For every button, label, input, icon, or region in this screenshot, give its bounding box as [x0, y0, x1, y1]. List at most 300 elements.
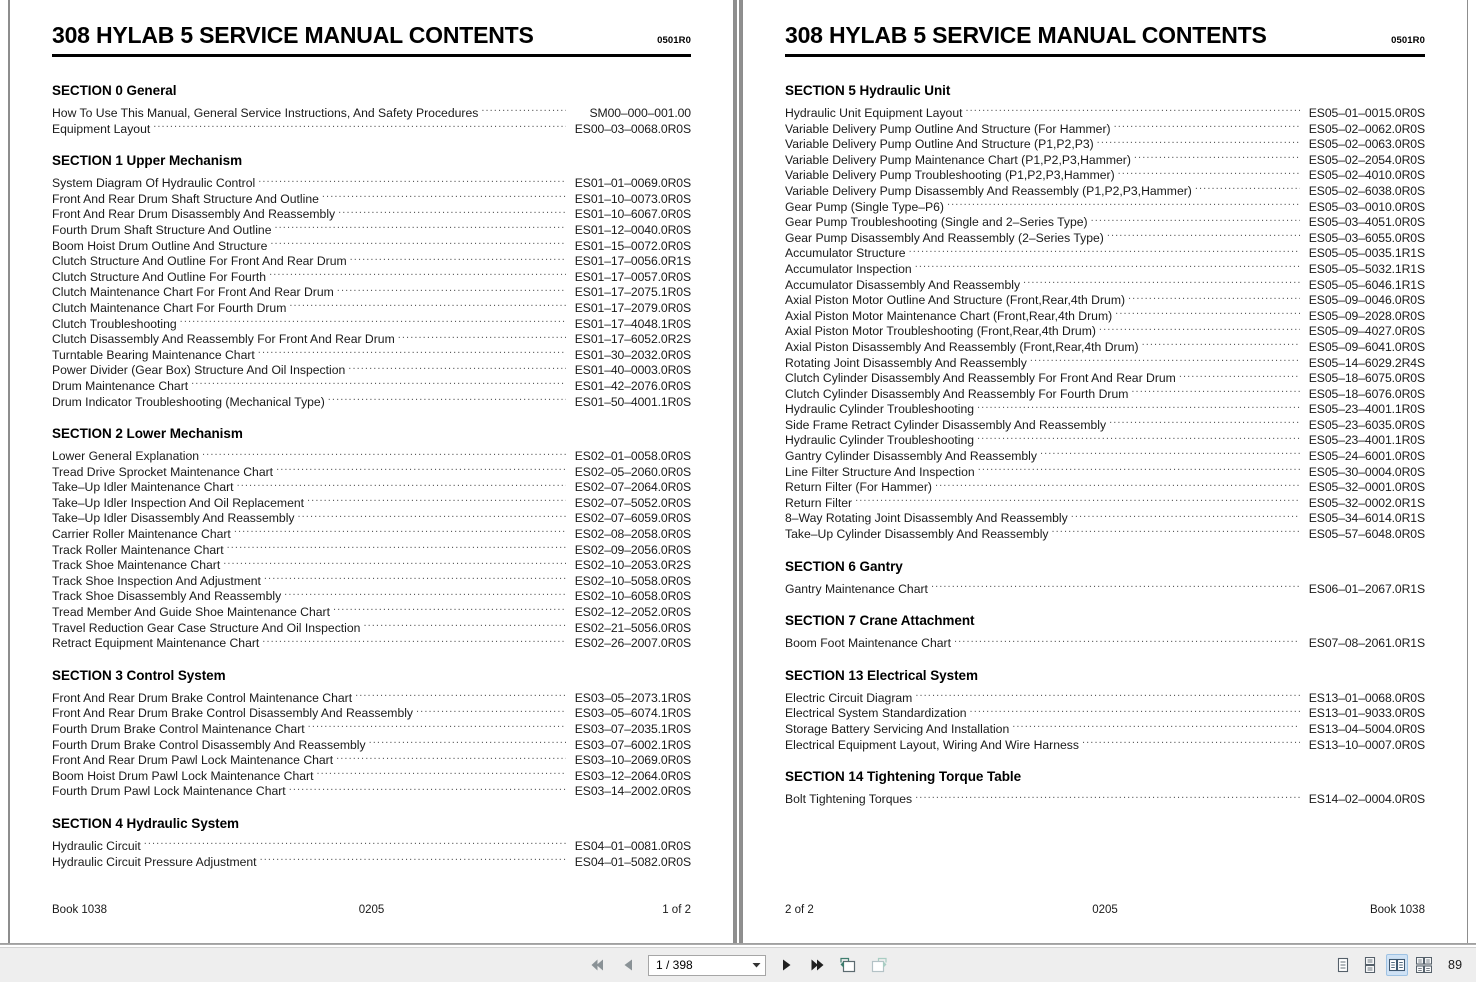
document-page-right [742, 0, 1468, 945]
toc-entry[interactable] [52, 510, 691, 526]
toc-entry-title: Accumulator Disassembly And Reassembly [785, 277, 1021, 292]
toc-entry[interactable] [52, 526, 691, 542]
toc-section-heading: SECTION 4 Hydraulic System [52, 815, 240, 831]
toc-leader-dots [338, 206, 566, 218]
toc-entry-code: ES02–10–5058.0R0S [574, 573, 691, 588]
toc-leader-dots [1052, 526, 1301, 538]
toc-entry[interactable] [52, 378, 691, 394]
toc-entry-title: Electric Circuit Diagram [785, 690, 913, 705]
toc-entry[interactable] [785, 479, 1425, 495]
go-back-button[interactable] [837, 954, 859, 976]
toc-entry[interactable] [785, 355, 1425, 371]
toc-entry-title: Track Roller Maintenance Chart [52, 542, 224, 557]
toc-leader-dots [1071, 510, 1300, 522]
toc-entry-code: ES02–21–5056.0R0S [574, 620, 691, 635]
toc-entry[interactable] [52, 300, 691, 316]
toc-entry-title: Clutch Troubleshooting [52, 316, 177, 331]
toc-entry-code: ES02–07–2064.0R0S [574, 480, 691, 495]
toc-entry[interactable] [52, 191, 691, 207]
toc-entry[interactable] [52, 705, 691, 721]
toc-entry-title: Rotating Joint Disassembly And Reassembly [785, 355, 1027, 370]
toc-entry-title: Axial Piston Motor Troubleshooting (Front,Rear,4th Drum) [785, 324, 1096, 339]
toc-entry-title: System Diagram Of Hydraulic Control [52, 176, 256, 191]
footer-book: Book 1038 [1369, 904, 1425, 916]
page-header-left [48, 22, 695, 51]
toc-section [52, 816, 691, 869]
toc-entry-title: Axial Piston Motor Maintenance Chart (Front,Rear,4th Drum) [785, 308, 1113, 323]
toc-leader-dots [289, 783, 566, 795]
toc-entry[interactable] [785, 136, 1425, 152]
toc-entry[interactable] [52, 588, 691, 604]
toc-entry[interactable] [52, 269, 691, 285]
toc-entry[interactable] [785, 401, 1425, 417]
toc-entry-title: Gantry Maintenance Chart [785, 581, 928, 596]
toc-entry-title: Drum Maintenance Chart [52, 378, 189, 393]
toc-entry[interactable] [52, 783, 691, 799]
toc-entry-code: SM00–000–001.00 [589, 106, 691, 120]
toc-entry[interactable] [785, 432, 1425, 448]
toc-entry[interactable] [52, 495, 691, 511]
last-page-button[interactable] [806, 954, 828, 976]
toc-entry[interactable] [52, 737, 691, 753]
toc-entry-title: Fourth Drum Brake Control Maintenance Chart [52, 722, 305, 736]
toc-entry-title: Front And Rear Drum Pawl Lock Maintenance Chart [52, 753, 334, 768]
toc-entry-code: ES05–18–6076.0R0S [1308, 386, 1425, 401]
toc-leader-dots [909, 245, 1300, 257]
toc-entry-title: Front And Rear Drum Shaft Structure And Outline [52, 191, 319, 206]
toc-entry[interactable] [52, 557, 691, 573]
toc-entry[interactable] [52, 542, 691, 558]
page-footer-left [48, 904, 695, 916]
toc-entry-code: ES01–17–2075.1R0S [574, 285, 691, 300]
toc-entry[interactable] [785, 721, 1425, 737]
toc-entry-code: ES01–30–2032.0R0S [574, 347, 691, 362]
toc-leader-dots [1179, 370, 1300, 382]
toc-entry-title: Electrical Equipment Layout, Wiring And Wire Harness [785, 737, 1079, 752]
toc-leader-dots [947, 199, 1300, 211]
toc-leader-dots [1040, 448, 1300, 460]
toc-section-heading: SECTION 14 Tightening Torque Table [785, 769, 1022, 785]
toc-leader-dots [316, 768, 566, 780]
toc-entry-code: ES13–04–5004.0R0S [1308, 722, 1425, 736]
toc-entry-code: ES01–10–6067.0R0S [574, 207, 691, 222]
toc-leader-dots [289, 300, 566, 312]
toc-entry-code: ES05–23–6035.0R0S [1308, 417, 1425, 432]
toc-entry-code: ES14–02–0004.0R0S [1308, 792, 1425, 807]
two-page-facing-view-button[interactable] [1386, 954, 1408, 976]
toc-entry-title: Boom Hoist Drum Pawl Lock Maintenance Chart [52, 768, 314, 783]
toc-leader-dots [1099, 323, 1300, 335]
toc-entry[interactable] [785, 214, 1425, 230]
toc-section [785, 668, 1425, 752]
toc-leader-dots [227, 542, 566, 554]
toc-entry-code: ES01–42–2076.0R0S [574, 378, 691, 393]
toc-leader-dots [258, 347, 566, 359]
continuous-page-icon [1362, 957, 1378, 973]
footer-code: 0205 [358, 904, 385, 916]
toc-entry[interactable] [785, 448, 1425, 464]
toc-leader-dots [1114, 121, 1300, 133]
toc-leader-dots [1195, 183, 1300, 195]
toc-leader-dots [237, 479, 566, 491]
toc-entry-code: ES01–17–2079.0R0S [574, 300, 691, 315]
toc-entry[interactable] [785, 121, 1425, 137]
toc-leader-dots [966, 105, 1301, 117]
toc-entry[interactable] [52, 284, 691, 300]
toc-entry[interactable] [785, 339, 1425, 355]
toc-leader-dots [970, 705, 1300, 717]
footer-code: 0205 [1092, 904, 1118, 916]
toc-leader-dots [1097, 136, 1300, 148]
toc-entry[interactable] [52, 121, 691, 137]
toc-leader-dots [1012, 721, 1300, 733]
toc-entry[interactable] [785, 105, 1425, 121]
toc-entry-title: Clutch Cylinder Disassembly And Reassembly For Fourth Drum [785, 386, 1129, 401]
toc-entry-title: Return Filter [785, 495, 853, 510]
toc-leader-dots [416, 705, 566, 717]
toc-entry-title: Tread Drive Sprocket Maintenance Chart [52, 464, 274, 479]
skip-to-end-icon [810, 958, 825, 972]
toc-leader-dots [1023, 277, 1300, 289]
toc-section-heading: SECTION 6 Gantry [785, 558, 903, 574]
toc-entry[interactable] [785, 791, 1425, 807]
toc-entry-title: Boom Foot Maintenance Chart [785, 636, 951, 651]
toc-entry-title: Track Shoe Disassembly And Reassembly [52, 589, 282, 604]
page-number-value: 1 / 398 [656, 958, 693, 972]
toc-entry[interactable] [785, 510, 1425, 526]
toc-section [785, 769, 1425, 807]
toc-entry-title: Axial Piston Motor Outline And Structure (Front,Rear,4th Drum) [785, 293, 1126, 308]
revision-code: 0501R0 [1391, 35, 1425, 46]
toc-entry-code: ES07–08–2061.0R1S [1308, 636, 1425, 651]
toc-entry-code: ES02–07–6059.0R0S [574, 511, 691, 526]
toc-entry-code: ES05–03–0010.0R0S [1308, 199, 1425, 214]
toc-entry[interactable] [52, 206, 691, 222]
toc-entry[interactable] [52, 222, 691, 238]
toc-leader-dots [269, 269, 566, 281]
footer-page-number: 1 of 2 [662, 904, 691, 916]
toc-entry-title: Track Shoe Maintenance Chart [52, 558, 221, 573]
toc-entry[interactable] [785, 183, 1425, 199]
two-page-continuous-icon [1416, 957, 1432, 973]
toc-entry-code: ES05–09–2028.0R0S [1308, 308, 1425, 323]
toc-entry-code: ES05–03–4051.0R0S [1308, 215, 1425, 230]
toc-entry-code: ES01–50–4001.1R0S [574, 394, 691, 409]
toc-entry-code: ES05–34–6014.0R1S [1308, 511, 1425, 526]
toc-leader-dots [1131, 386, 1300, 398]
toc-leader-dots [191, 378, 566, 390]
toc-entry-title: Clutch Maintenance Chart For Fourth Drum [52, 300, 287, 315]
toc-entry[interactable] [52, 347, 691, 363]
toc-entry-title: Variable Delivery Pump Disassembly And Reassembly (P1,P2,P3,Hammer) [785, 183, 1192, 198]
previous-page-button[interactable] [617, 954, 639, 976]
toc-leader-dots [1082, 737, 1300, 749]
toc-leader-dots [363, 620, 566, 632]
toc-leader-dots [1128, 292, 1300, 304]
toc-entry-title: Boom Hoist Drum Outline And Structure [52, 238, 268, 253]
toc-entry-code: ES01–40–0003.0R0S [574, 363, 691, 378]
toc-entry[interactable] [785, 152, 1425, 168]
toc-entry[interactable] [52, 752, 691, 768]
toc-section-heading: SECTION 0 General [52, 83, 177, 98]
toc-entry-title: Front And Rear Drum Brake Control Maintenance Chart [52, 690, 353, 705]
toc-entry-code: ES01–17–4048.1R0S [574, 316, 691, 331]
toc-section-heading: SECTION 5 Hydraulic Unit [785, 83, 951, 98]
toc-entry-title: Variable Delivery Pump Maintenance Chart (P1,P2,P3,Hammer) [785, 152, 1131, 167]
toc-right [781, 57, 1429, 807]
toc-entry-code: ES04–01–5082.0R0S [574, 854, 691, 869]
toc-entry-title: Hydraulic Circuit [52, 838, 141, 853]
toc-entry[interactable] [52, 238, 691, 254]
toc-leader-dots [915, 690, 1300, 702]
toc-entry-code: ES01–15–0072.0R0S [574, 238, 691, 253]
toc-entry-title: Take–Up Idler Disassembly And Reassembly [52, 511, 295, 526]
toc-leader-dots [260, 854, 566, 866]
toc-entry[interactable] [52, 331, 691, 347]
toc-entry-code: ES02–26–2007.0R0S [574, 636, 691, 651]
toc-entry-code: ES01–17–0057.0R0S [574, 269, 691, 284]
toc-entry[interactable] [52, 394, 691, 410]
toc-entry-title: Fourth Drum Shaft Structure And Outline [52, 222, 272, 237]
page-number-input[interactable] [648, 955, 766, 976]
toc-entry-title: Fourth Drum Pawl Lock Maintenance Chart [52, 784, 286, 799]
toc-entry[interactable] [52, 635, 691, 651]
toc-entry[interactable] [785, 417, 1425, 433]
two-page-facing-icon [1389, 957, 1405, 973]
toc-entry-title: Travel Reduction Gear Case Structure And Oil Inspection [52, 620, 361, 635]
toc-leader-dots [307, 495, 566, 507]
toc-entry-title: Gear Pump Disassembly And Reassembly (2–Series Type) [785, 230, 1104, 245]
toc-entry[interactable] [785, 635, 1425, 651]
toc-entry[interactable] [785, 245, 1425, 261]
toc-entry-title: Hydraulic Circuit Pressure Adjustment [52, 854, 257, 869]
toc-entry-code: ES00–03–0068.0R0S [574, 121, 691, 136]
toc-leader-dots [1107, 230, 1300, 242]
toc-entry-code: ES02–09–2056.0R0S [574, 542, 691, 557]
toc-entry[interactable] [785, 370, 1425, 386]
single-page-view-button[interactable] [1332, 954, 1354, 976]
toc-entry[interactable] [52, 175, 691, 191]
toc-entry[interactable] [785, 495, 1425, 511]
toc-leader-dots [977, 401, 1300, 413]
zoom-level-value[interactable]: 89 [1448, 958, 1463, 972]
toc-entry[interactable] [785, 386, 1425, 402]
chevron-down-icon[interactable] [749, 956, 763, 975]
toc-entry[interactable] [52, 105, 691, 121]
view-mode-group [1332, 948, 1470, 982]
toc-leader-dots [328, 394, 566, 406]
footer-page-number: 2 of 2 [785, 904, 814, 916]
first-page-button[interactable] [586, 954, 608, 976]
toc-entry[interactable] [785, 199, 1425, 215]
toc-entry-title: Gear Pump (Single Type–P6) [785, 199, 944, 214]
toc-leader-dots [855, 495, 1300, 507]
toc-entry-code: ES03–14–2002.0R0S [574, 784, 691, 799]
toc-entry-code: ES05–02–4010.0R0S [1308, 168, 1425, 183]
toc-entry-code: ES02–12–2052.0R0S [574, 605, 691, 620]
toc-entry-title: Clutch Disassembly And Reassembly For Front And Rear Drum [52, 332, 395, 347]
toc-entry-title: Take–Up Idler Maintenance Chart [52, 480, 234, 495]
toc-entry[interactable] [785, 323, 1425, 339]
toc-entry[interactable] [785, 261, 1425, 277]
toc-entry[interactable] [52, 316, 691, 332]
toc-entry-title: Turntable Bearing Maintenance Chart [52, 347, 255, 362]
toc-entry-code: ES02–10–2053.0R2S [574, 558, 691, 573]
toc-entry[interactable] [785, 526, 1425, 542]
toc-entry-code: ES06–01–2067.0R1S [1308, 581, 1425, 596]
page-footer-right [781, 904, 1429, 916]
toc-section [785, 613, 1425, 651]
toc-entry-code: ES02–08–2058.0R0S [574, 527, 691, 542]
toc-entry[interactable] [785, 277, 1425, 293]
toc-entry[interactable] [785, 705, 1425, 721]
toc-leader-dots [348, 362, 566, 374]
toc-entry[interactable] [52, 479, 691, 495]
toc-section-heading: SECTION 1 Upper Mechanism [52, 153, 243, 169]
toc-entry-title: Hydraulic Unit Equipment Layout [785, 106, 963, 120]
toc-entry[interactable] [52, 721, 691, 737]
toc-section-heading: SECTION 7 Crane Attachment [785, 613, 975, 629]
toc-entry-title: Front And Rear Drum Disassembly And Reassembly [52, 207, 336, 222]
toc-entry-title: Return Filter (For Hammer) [785, 480, 932, 495]
page-divider [734, 0, 742, 945]
toc-entry-title: Side Frame Retract Cylinder Disassembly And Reassembly [785, 417, 1107, 432]
toc-entry[interactable] [52, 620, 691, 636]
toc-entry-code: ES05–57–6048.0R0S [1308, 527, 1425, 542]
go-forward-button[interactable] [868, 954, 890, 976]
toc-entry-code: ES13–01–0068.0R0S [1308, 690, 1425, 705]
toc-entry-title: Take–Up Cylinder Disassembly And Reassembly [785, 527, 1049, 542]
toc-entry[interactable] [785, 737, 1425, 753]
toc-entry-title: Hydraulic Cylinder Troubleshooting [785, 402, 975, 417]
toc-leader-dots [234, 526, 566, 538]
toc-leader-dots [954, 635, 1300, 647]
page-header-right [781, 22, 1429, 51]
toc-entry[interactable] [52, 573, 691, 589]
continuous-view-button[interactable] [1359, 954, 1381, 976]
toc-entry[interactable] [785, 167, 1425, 183]
toc-section-heading: SECTION 13 Electrical System [785, 667, 978, 683]
toc-entry-code: ES02–07–5052.0R0S [574, 495, 691, 510]
toc-leader-dots [223, 557, 566, 569]
toc-leader-dots [1142, 339, 1300, 351]
toc-entry-code: ES05–02–0062.0R0S [1308, 121, 1425, 136]
toc-entry[interactable] [785, 581, 1425, 597]
toc-entry-title: Clutch Structure And Outline For Fourth [52, 269, 267, 284]
toc-entry[interactable] [785, 308, 1425, 324]
toc-entry[interactable] [785, 230, 1425, 246]
next-page-button[interactable] [775, 954, 797, 976]
toc-entry[interactable] [52, 464, 691, 480]
toc-entry-code: ES03–05–6074.1R0S [574, 706, 691, 721]
toc-entry-title: Accumulator Inspection [785, 261, 912, 276]
toc-section [52, 83, 691, 136]
toc-entry-code: ES02–10–6058.0R0S [574, 589, 691, 604]
toc-leader-dots [977, 432, 1300, 444]
toc-entry-code: ES01–17–6052.0R2S [574, 332, 691, 347]
toc-entry-code: ES05–09–6041.0R0S [1308, 339, 1425, 354]
two-page-continuous-view-button[interactable] [1413, 954, 1435, 976]
toc-entry[interactable] [52, 854, 691, 870]
toc-entry-code: ES01–17–0056.0R1S [574, 254, 691, 269]
toc-entry-title: Bolt Tightening Torques [785, 792, 913, 807]
toc-section [52, 153, 691, 409]
toc-leader-dots [1030, 355, 1300, 367]
toc-leader-dots [481, 105, 566, 117]
toc-entry[interactable] [52, 362, 691, 378]
toc-leader-dots [308, 721, 566, 733]
toc-entry[interactable] [52, 448, 691, 464]
toc-leader-dots [262, 635, 566, 647]
page-navigation-group [0, 948, 1476, 982]
toc-entry[interactable] [52, 838, 691, 854]
toc-entry-code: ES04–01–0081.0R0S [574, 838, 691, 853]
toc-entry-code: ES03–10–2069.0R0S [574, 753, 691, 768]
navigate-forward-icon [870, 957, 888, 973]
bottom-toolbar [0, 947, 1476, 982]
document-page-left [8, 0, 734, 945]
toc-entry-title: Retract Equipment Maintenance Chart [52, 636, 260, 651]
toc-entry-code: ES05–18–6075.0R0S [1308, 371, 1425, 386]
toc-leader-dots [202, 448, 566, 460]
toc-leader-dots [322, 191, 566, 203]
toc-leader-dots [935, 479, 1300, 491]
toc-entry-title: Track Shoe Inspection And Adjustment [52, 573, 261, 588]
toc-entry-title: Accumulator Structure [785, 246, 906, 261]
toc-entry-code: ES01–01–0069.0R0S [574, 176, 691, 191]
toc-leader-dots [915, 261, 1300, 273]
toc-section [785, 559, 1425, 597]
toc-entry[interactable] [52, 253, 691, 269]
footer-book: Book 1038 [52, 904, 107, 916]
toc-leader-dots [180, 316, 566, 328]
toc-entry[interactable] [52, 768, 691, 784]
toc-entry[interactable] [785, 690, 1425, 706]
toc-entry-code: ES05–05–0035.1R1S [1308, 246, 1425, 261]
toc-leader-dots [931, 581, 1300, 593]
toc-entry-title: Power Divider (Gear Box) Structure And Oil Inspection [52, 363, 346, 378]
toc-entry[interactable] [52, 690, 691, 706]
toc-entry-title: Tread Member And Guide Shoe Maintenance Chart [52, 605, 330, 620]
toc-entry[interactable] [52, 604, 691, 620]
toc-entry-code: ES05–09–4027.0R0S [1308, 324, 1425, 339]
toc-left [48, 57, 695, 869]
toc-entry-code: ES13–01–9033.0R0S [1308, 706, 1425, 721]
toc-leader-dots [398, 331, 566, 343]
toc-entry-title: 8–Way Rotating Joint Disassembly And Reassembly [785, 511, 1068, 526]
toc-entry-title: How To Use This Manual, General Service Instructions, And Safety Procedures [52, 106, 479, 120]
toc-entry-code: ES05–24–6001.0R0S [1308, 449, 1425, 464]
toc-entry-code: ES05–23–4001.1R0S [1308, 433, 1425, 448]
toc-entry-code: ES01–10–0073.0R0S [574, 191, 691, 206]
triangle-left-icon [622, 958, 635, 972]
toc-entry[interactable] [785, 292, 1425, 308]
toc-entry-title: Gantry Cylinder Disassembly And Reassembly [785, 449, 1037, 464]
toc-leader-dots [284, 588, 566, 600]
toc-section [52, 668, 691, 799]
toc-entry-code: ES03–05–2073.1R0S [574, 690, 691, 705]
toc-leader-dots [153, 121, 566, 133]
toc-leader-dots [276, 464, 566, 476]
toc-entry-title: Gear Pump Troubleshooting (Single and 2–Series Type) [785, 215, 1088, 230]
toc-section [52, 426, 691, 651]
toc-entry-title: Line Filter Structure And Inspection [785, 464, 975, 479]
toc-entry-title: Clutch Maintenance Chart For Front And Rear Drum [52, 285, 334, 300]
toc-entry[interactable] [785, 464, 1425, 480]
toc-section-heading: SECTION 3 Control System [52, 667, 226, 683]
toc-entry-title: Clutch Structure And Outline For Front And Rear Drum [52, 254, 347, 269]
skip-to-start-icon [590, 958, 605, 972]
